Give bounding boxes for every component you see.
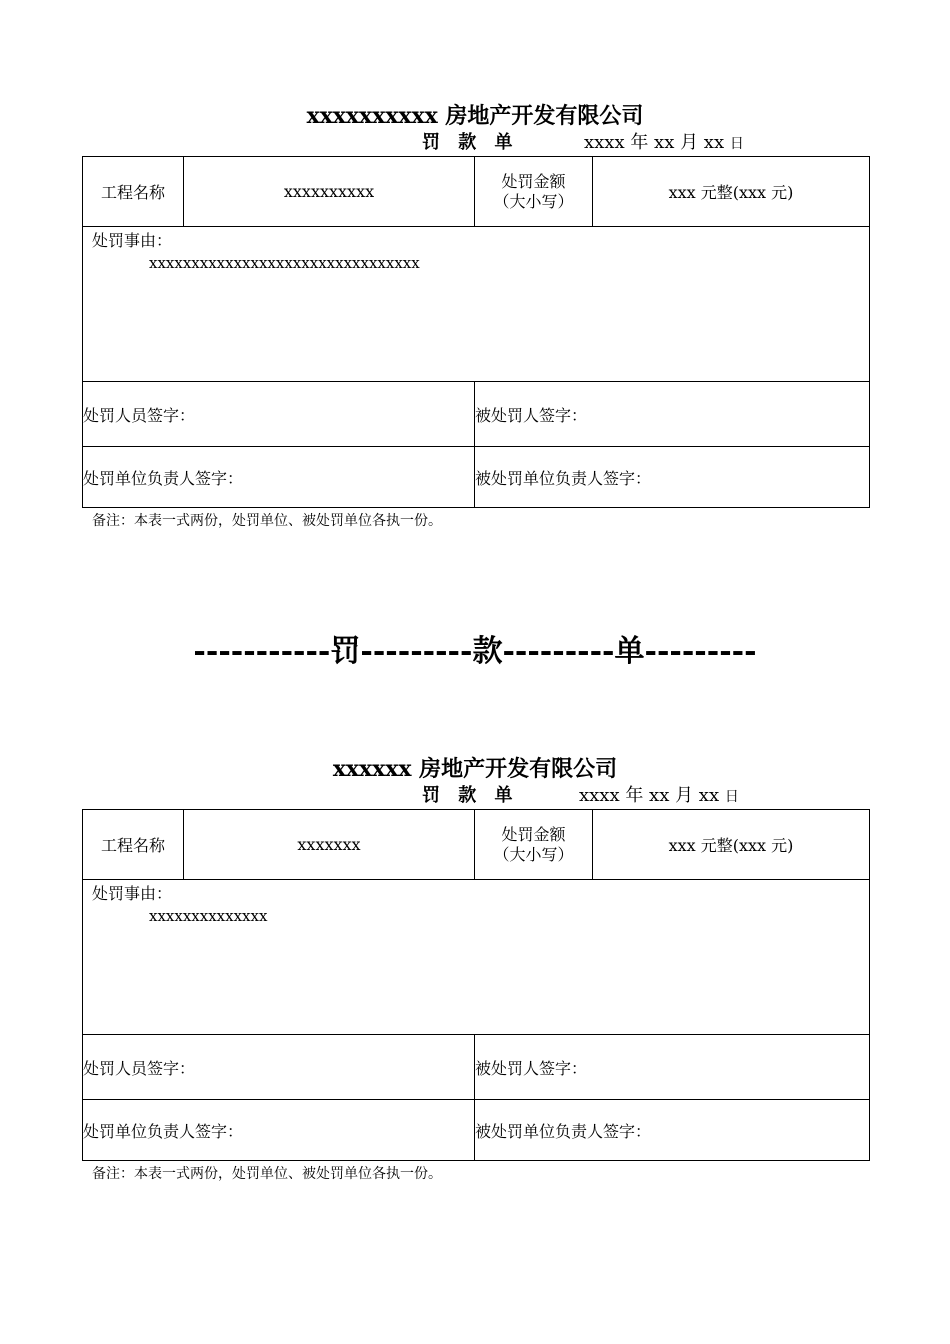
company-title: xxxxxxxxxx 房地产开发有限公司 — [306, 103, 644, 129]
reason-label: 处罚事由： — [92, 231, 173, 250]
date-line — [579, 783, 739, 809]
amount-label — [475, 810, 593, 880]
penalized-sign: 被处罚人签字： — [475, 1035, 870, 1100]
project-label: 工程名称 — [83, 157, 184, 227]
reason-text: xxxxxxxxxxxxxxxxxxxxxxxxxxxxxxxx — [149, 254, 420, 272]
reason-cell — [83, 880, 870, 1035]
penalized-unit-sign: 被处罚单位负责人签字： — [475, 1100, 870, 1161]
fine-table — [82, 156, 870, 508]
amount-label-line1: 处罚金额 — [501, 171, 566, 191]
amount-label-line2: （大小写） — [493, 191, 574, 211]
date-main: xxxx 年 xx 月 xx — [584, 132, 725, 153]
doc-type-title: 罚 款 单 — [422, 132, 519, 153]
form-note: 备注：本表一式两份，处罚单位、被处罚单位各执一份。 — [92, 513, 442, 529]
divider-title: -----------罚---------款---------单--------- — [193, 634, 757, 669]
reason-label: 处罚事由： — [92, 884, 173, 903]
date-main: xxxx 年 xx 月 xx — [579, 785, 720, 806]
reason-cell — [83, 227, 870, 382]
penalizer-unit-sign: 处罚单位负责人签字： — [83, 447, 475, 508]
amount-label — [475, 157, 593, 227]
amount-label-line1: 处罚金额 — [501, 824, 566, 844]
date-line — [584, 130, 744, 156]
project-value: xxxxxxxxxx — [184, 157, 475, 227]
reason-text: xxxxxxxxxxxxxx — [149, 907, 268, 925]
doc-type-title: 罚 款 单 — [422, 785, 519, 806]
project-value: xxxxxxx — [184, 810, 475, 880]
penalizer-unit-sign: 处罚单位负责人签字： — [83, 1100, 475, 1161]
amount-label-line2: （大小写） — [493, 844, 574, 864]
date-day: 日 — [724, 789, 739, 805]
amount-value: xxx 元整(xxx 元) — [593, 810, 870, 880]
project-label: 工程名称 — [83, 810, 184, 880]
penalized-sign: 被处罚人签字： — [475, 382, 870, 447]
fine-table — [82, 809, 870, 1161]
penalized-unit-sign: 被处罚单位负责人签字： — [475, 447, 870, 508]
date-day: 日 — [729, 136, 744, 152]
amount-value: xxx 元整(xxx 元) — [593, 157, 870, 227]
company-title: xxxxxx 房地产开发有限公司 — [332, 756, 618, 782]
form-note: 备注：本表一式两份，处罚单位、被处罚单位各执一份。 — [92, 1166, 442, 1182]
penalizer-sign: 处罚人员签字： — [83, 1035, 475, 1100]
penalizer-sign: 处罚人员签字： — [83, 382, 475, 447]
